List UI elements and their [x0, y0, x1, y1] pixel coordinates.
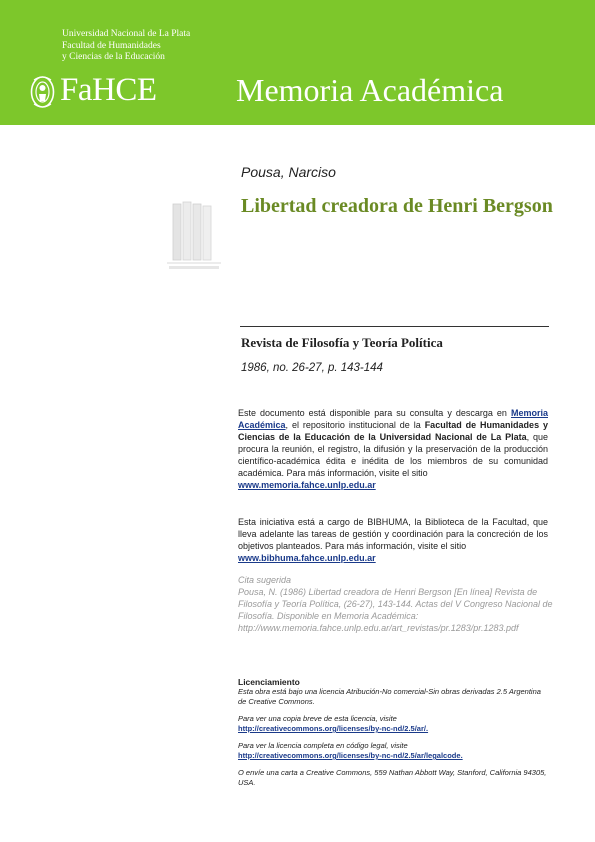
issue-info: 1986, no. 26-27, p. 143-144 — [241, 362, 383, 374]
license-heading: Licenciamiento — [238, 677, 300, 687]
availability-text-3: , que procura la reunión, el registro, la difusión y la preservación de la producción científico-académica édita e inédita de los miembros de su comunidad académica. Para más información, visite el sitio — [238, 432, 548, 478]
repository-name: Memoria Académica — [236, 72, 504, 108]
license-section — [238, 677, 550, 788]
university-crest-icon — [29, 74, 56, 110]
institution-name: Facultad de Humanidades y Ciencias de la Educación de la Universidad Nacional de La Plata — [238, 420, 549, 442]
availability-text: Este documento está disponible para su consulta y descarga en — [238, 408, 511, 418]
availability-paragraph — [238, 407, 548, 491]
availability-text-2: , el repositorio institucional de la — [285, 420, 425, 430]
bibhuma-text: Esta iniciativa está a cargo de BIBHUMA, la Biblioteca de la Facultad, que lleva adelante las tareas de gestión y coordinación para la concreción de los objetivos planteados. Para más información, visite el sitio — [238, 517, 548, 551]
citation-label: Cita sugerida — [238, 575, 292, 585]
suggested-citation — [238, 574, 558, 634]
license-brief-link[interactable]: http://creativecommons.org/licenses/by-nc-nd/2.5/ar/. — [238, 724, 429, 733]
license-brief-label: Para ver una copia breve de esta licencia, visite — [238, 714, 397, 723]
faculty-line-2: y Ciencias de la Educación — [62, 52, 165, 63]
university-line: Universidad Nacional de La Plata — [62, 29, 191, 39]
university-name — [62, 29, 190, 64]
license-legal-link[interactable]: http://creativecommons.org/licenses/by-nc-nd/2.5/ar/legalcode. — [238, 751, 463, 760]
document-author: Pousa, Narciso — [241, 164, 336, 180]
memoria-academica-link[interactable]: Memoria Académica — [238, 408, 548, 430]
memoria-site-link[interactable]: www.memoria.fahce.unlp.edu.ar — [238, 480, 376, 490]
citation-text: Pousa, N. (1986) Libertad creadora de Henri Bergson [En línea] Revista de Filosofía y Teoría Política, (26-27), 143-144. Actas del V Congreso Nacional de Filosofía. Disponible en Memoria Académica: http://www.memoria.fahce.unlp.edu.ar/art_revistas/pr.1283/pr.1283.pdf — [238, 587, 553, 633]
bibhuma-paragraph — [238, 516, 548, 564]
license-mail-address: O envíe una carta a Creative Commons, 559 Nathan Abbott Way, Stanford, California 94305, USA. — [238, 768, 547, 787]
divider — [240, 326, 549, 327]
license-statement: Esta obra está bajo una licencia Atribución-No comercial-Sin obras derivadas 2.5 Argentina de Creative Commons. — [238, 687, 541, 706]
humanitas-books-icon — [165, 200, 225, 272]
license-legal-label: Para ver la licencia completa en código legal, visite — [238, 741, 408, 750]
journal-name: Revista de Filosofía y Teoría Política — [241, 335, 443, 350]
header-banner — [0, 0, 595, 125]
document-title: Libertad creadora de Henri Bergson — [241, 195, 553, 217]
faculty-line: Facultad de Humanidades — [62, 40, 161, 51]
bibhuma-site-link[interactable]: www.bibhuma.fahce.unlp.edu.ar — [238, 553, 376, 563]
fahce-logo: FaHCE — [60, 72, 157, 108]
